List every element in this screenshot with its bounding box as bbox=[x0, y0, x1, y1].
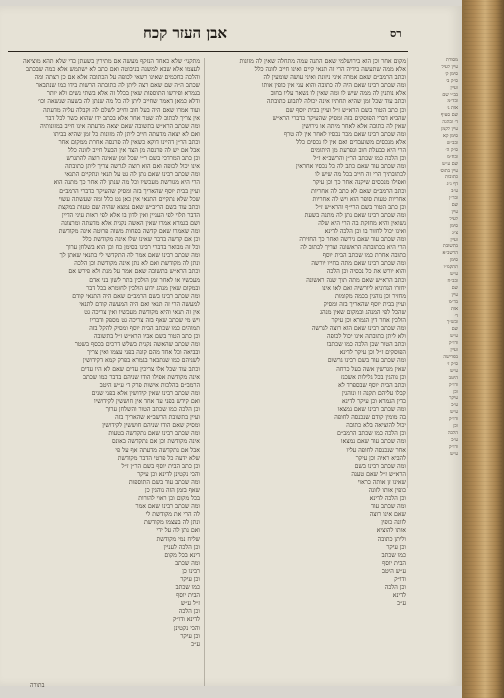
text-line: מתקני׳ שלא כאחד הנזקף מעשה אם מתירין בשעתן כדי שלא תהא מוציאה bbox=[23, 58, 200, 65]
text-line: למעשה הרי זה תנאי ואם היה המעשה קודם לתנאי bbox=[79, 300, 200, 308]
text-line: יחזרו הנדוניא ליורשיה ואם לאו אינו bbox=[322, 284, 406, 292]
text-line: הרי היא כבעלת חוב ונפרעת מן היתומים bbox=[310, 147, 406, 155]
margin-note-line: ועיין bbox=[450, 237, 458, 243]
margin-note-line: דף נ״ג bbox=[446, 182, 458, 188]
text-line: קבלו עליהם תקנה זו ונוהגין bbox=[341, 389, 406, 397]
text-line: ז״ל ע״ש bbox=[180, 600, 200, 608]
margin-note-line: הלכה bbox=[447, 430, 458, 436]
text-line: וכן אם קדשה בדבר שאינו שלו אינה מקודשת כלל bbox=[82, 236, 200, 244]
text-line: כתובה אחרת כמו שכתב הבית יוסף bbox=[322, 252, 406, 260]
margin-note-line: וכן bbox=[453, 389, 458, 395]
page-header bbox=[0, 24, 462, 50]
text-line: ומה שכתב רבינו שאם מתה בחייו יורשה bbox=[311, 260, 406, 268]
text-line: וליתן כתובה bbox=[377, 535, 406, 543]
book-page bbox=[0, 6, 462, 689]
text-line: אינה מקודשת וכן אם נתקדשה באונס bbox=[111, 438, 200, 446]
text-line: שכתב ה״ה שם שאם רצה ליתן לה כתובתה הרשות בידו כמו שנתבאר bbox=[36, 82, 200, 90]
margin-note-line: ע״ש bbox=[450, 451, 458, 457]
margin-note-line: ועיין bbox=[450, 348, 458, 354]
text-line: ויש מי שכתב שאף בזה צריכה גט מספק ודבריו bbox=[89, 317, 200, 324]
margin-note-line: ודו״ק bbox=[448, 341, 458, 347]
text-line: והכי נקטינן לדינא וכן עיקר bbox=[137, 470, 200, 478]
margin-note-line: הרשב״א bbox=[442, 251, 458, 257]
text-line: וכן נוהגין בכל גלילות אשכנז bbox=[340, 373, 406, 381]
text-line: אינה מקודשת אפילו הודו שניהם בדבר כמו שכתב bbox=[83, 373, 200, 381]
text-line: שאם אינו רוצה bbox=[369, 511, 406, 519]
text-line: וכן עיקר bbox=[180, 576, 200, 583]
margin-note-line: בתשובת bbox=[442, 244, 458, 250]
text-line: ומה שכתב רבינו שאם נתקדשה בטעות bbox=[108, 430, 200, 438]
margin-note-line: שם bbox=[451, 203, 458, 209]
text-line: וכתב הר״ן דהיינו דוקא כשאין לה פרנסה אחרת ממקום אחר bbox=[58, 138, 200, 146]
text-line: מעכשיו או לאחר זמן הולכין בתר לשון בני אדם bbox=[89, 276, 200, 284]
text-line: שכל שלא נתקיים התנאי אין כאן גט כלל ומה שעשתה עשוי bbox=[58, 195, 200, 203]
text-line: הרמב״ם בהלכות אישות פרק ד׳ ע״ש היטב bbox=[99, 381, 200, 389]
text-line: וכן כתב הטור בשם אביו הרא״ש ז״ל בתשובה bbox=[93, 333, 200, 341]
text-line: לכתובתיך הרי זה חייב בכל מה שיש לו bbox=[315, 171, 406, 179]
text-line: אבל אם יש לה פרנסה מן הצד אין הבעל חייב לזונה כלל bbox=[68, 147, 200, 155]
text-line: כדין הגמרא וכן עיקר לדינא bbox=[342, 397, 406, 405]
text-line: כמו שכתב bbox=[175, 584, 200, 592]
margin-note-line: ובב״ח bbox=[447, 279, 458, 284]
margin-note-line: צ״ג bbox=[452, 230, 458, 236]
text-line: שאינו זן אותה כראוי bbox=[357, 478, 406, 486]
column-divider bbox=[204, 58, 205, 686]
margin-note-line: ס״ק ב׳ bbox=[445, 78, 458, 84]
text-line: כופין אותו לזונה bbox=[368, 486, 406, 494]
margin-note-line: שם סעיף bbox=[440, 113, 458, 119]
text-line: הולכין אחר דין הגמרא וכן עיקר bbox=[331, 317, 406, 324]
text-line: הדבר תלוי לפי העניין ואין לדון בו אלא לפי ראות עיני הדיין bbox=[61, 211, 200, 219]
margin-note-line: שם ע״ש bbox=[442, 161, 458, 167]
text-line: ומה שכתב רבינו שאם נתן לה מתנה בשעת bbox=[304, 211, 406, 219]
text-line: וכן כתב הטור בשם הרא״ש ז״ל ועיין בבית יוסף שם bbox=[285, 106, 406, 114]
text-line: מחזיר וכן נוהגין בכמה מקומות bbox=[335, 292, 406, 300]
text-line: ומה שכתב רבינו שאם מכר נכסיו לאחר אין לה טרף bbox=[283, 130, 406, 138]
margin-note-line: ובש״ך bbox=[446, 320, 458, 326]
text-line: שלא ידעה כל פרטי הדבר מקודשת bbox=[117, 454, 200, 462]
margin-note-line: ד׳ ובהגה bbox=[442, 120, 458, 126]
text-line: ובמקום שאין מנהג ידוע הולכין לחומרא בכל דבר bbox=[86, 284, 200, 292]
margin-note-line: שם bbox=[451, 327, 458, 333]
text-line: ואם נתן לה על ידי bbox=[156, 527, 200, 535]
margin-notes-column bbox=[410, 58, 458, 478]
text-line: אבל אם נתקדשה מדעתה אף על פי bbox=[115, 446, 200, 454]
text-line: ומה שכתב רבינו בשם הרמב״ם שאם היה התנאי קודם bbox=[72, 292, 200, 300]
text-line: וכתב הרא״ש שאם מתה תוך שנה ראשונה bbox=[306, 276, 406, 284]
text-line: וכתב הרמב״ם שאם לא כתב לה אחריות bbox=[311, 187, 406, 195]
text-line: ומה שכתב רבינו שאם נתן לה גט על תנאי ונתקיים התנאי bbox=[64, 171, 200, 179]
text-line: וכן הלכה לדינא bbox=[369, 495, 406, 503]
text-line: שהביא דברי הפוסקים בזה ומסיק שהעיקר כדברי הרא״ש bbox=[272, 114, 406, 122]
text-line: ואם קידש בפני עד אחד אין חוששין לקידושיו bbox=[94, 397, 200, 405]
text-line: שאין לה כתובה אלא לאחר מיתה או גירושין bbox=[302, 122, 406, 130]
text-line: לשניהם כמו שנתבאר בגמרא בפרק קמא דקידושין bbox=[82, 357, 200, 365]
text-line: ושם בגמרא אמרו שאין האשה נקנית אלא מדעתה ומרצונה bbox=[61, 219, 200, 227]
text-line: אחריות טעות סופר הוא ויש לה אחריות bbox=[312, 195, 406, 203]
text-line: ועיין בתשובת הרשב״א שהאריך בזה bbox=[115, 414, 200, 422]
text-line: וכן כתב הטור בשם הרי״ף והרא״ש ז״ל bbox=[315, 203, 406, 211]
text-line: ומה שכתב bbox=[175, 559, 200, 567]
folio-number: רס bbox=[390, 27, 402, 40]
margin-note-line: אות bbox=[450, 306, 458, 312]
margin-note-line: ע״ש bbox=[450, 410, 458, 416]
text-line: אחר שנכנסה לחופה עליו bbox=[346, 446, 406, 454]
text-line: ע״כ bbox=[397, 600, 406, 608]
margin-note-line: ובר״ן bbox=[449, 196, 458, 202]
margin-note-line: אות ג׳ bbox=[446, 106, 458, 112]
text-line: והלכה כחכמים שאינו רשאי לכופה על הכתובה אלא אם כן רצתה ומה bbox=[34, 74, 200, 82]
text-line: והכי נקטינן bbox=[173, 624, 200, 632]
text-line: ומה שכתב רבינו שאם אמר לה התקדשי לי בתנאי שאתן לך bbox=[59, 252, 200, 260]
margin-note-line: עיין bbox=[451, 292, 458, 298]
margin-note-line: עיין לקמן bbox=[441, 127, 458, 133]
margin-note-line: עיין לעיל bbox=[441, 64, 458, 70]
margin-note-line: ובח״מ bbox=[446, 154, 458, 160]
text-line: הבית יוסף bbox=[382, 559, 406, 567]
text-line: להביא ראיה וכן עיקר bbox=[355, 454, 406, 462]
text-line: ועוד אמרו שאם היה בעל חוב וחייב לשלם לה וקבלה עליה מדעתה bbox=[43, 106, 200, 114]
margin-note-line: מסורת bbox=[445, 58, 458, 63]
text-line: וכן הלכה כמו שכתב הר״ן והרשב״א ז״ל bbox=[313, 155, 406, 163]
text-line: וכתב עוד שכל אלו צריכין עדים שאם לא היו עדים bbox=[81, 365, 200, 373]
text-line: וכן כתב המרדכי בשם ר״י שכל זמן שאינה רוצה להתגרש bbox=[66, 155, 200, 163]
margin-note-line: עיין bbox=[451, 209, 458, 215]
margin-note-line: ע״ב bbox=[451, 189, 458, 195]
text-line: מקום אחר וכן הוא בירושלמי שאם התנה עמה מתחלה שאין לה מזונות bbox=[239, 58, 406, 65]
text-line: ואם לא יצאה מדעתה חייב ליתן לה מזונות כל זמן שהיא בביתו bbox=[53, 130, 200, 138]
text-line: אלא מנכסים משועבדים ואם אין לו נכסים כלל bbox=[296, 138, 406, 146]
margin-note-line: כתובות bbox=[445, 175, 458, 181]
margin-note-line: ע״כ bbox=[451, 437, 458, 443]
text-line: וכן הלכה כמו שכתב הרמב״ם bbox=[337, 430, 406, 438]
text-line: שהכל לפי המנהג ובמקום שאין מנהג bbox=[320, 308, 406, 316]
margin-note-line: סימן קא bbox=[442, 133, 458, 139]
text-line: אלא נותנין לה ממה שיש לו ומה שאין לו נשאר עליו בחוב bbox=[270, 90, 406, 98]
text-line: ומסיק שאם הודו שניהם חוששין לקידושין bbox=[102, 422, 200, 430]
text-line: וכן הלכה כמו שכתב הטור והשלחן ערוך bbox=[105, 406, 200, 414]
text-line: וכן הלכה לעניין bbox=[163, 543, 200, 551]
text-line: ומה שכתב רבינו שאם אמר bbox=[135, 503, 200, 511]
text-line: ע״ש היטב bbox=[381, 567, 406, 575]
text-line: ע״כ bbox=[191, 640, 200, 648]
margin-note-line: תתקמ״ו bbox=[443, 265, 458, 271]
text-line: וכל זה מבואר בדברי רבינו בסימן כח וכן הוא בשלחן ערוך bbox=[65, 244, 200, 252]
text-line: אותו להוציא bbox=[376, 527, 406, 535]
text-line: ומה שאמרו שאם קדשה בפחות משוה פרוטה אינה מקודשת bbox=[58, 227, 200, 235]
text-line: הרא״ש ז״ל שאם טענה bbox=[351, 470, 406, 478]
text-line: ומה שכתב רבינו שאם היה לה כתובה והוא עני אין כופין אותו bbox=[261, 82, 406, 90]
text-line: וכן הלכה bbox=[178, 608, 200, 616]
text-line: אינו יכול לכופה ואם הוא רוצה לגרשה צריך ליתן כתובתה bbox=[65, 163, 200, 171]
text-line: ובביאה וכל אחד מהם קונה בפני עצמו ואין צריך bbox=[87, 349, 200, 357]
text-line: בכל מקום וכן ראוי להורות bbox=[138, 495, 200, 503]
text-line: שאין מגרשין אשה בעל כרחה bbox=[336, 365, 406, 373]
text-line: יכול להוציאה בלא כתובה bbox=[346, 422, 406, 430]
text-line: שאף בזמן הזה נוהגין כן bbox=[145, 486, 200, 494]
text-line: דינא בכל מקום bbox=[164, 551, 200, 559]
text-line: ומה שכתב עוד שאם גירשה ואחר כך החזירה bbox=[299, 236, 406, 244]
text-line: בגמרא ופירשו התוספות שאין בכלל זה אלא בשתי נשים ולא יותר bbox=[46, 90, 200, 98]
text-line: ומה שכתב רבינו שאין קידושין אלא בפני שנים bbox=[91, 389, 200, 397]
text-line: ולא ליתן כתובתה אינו יכול לכופה bbox=[327, 333, 406, 341]
text-line: ואינו יכול לחזור בו וכן הלכה לדינא bbox=[324, 227, 406, 235]
text-line: וכתב הטור שכן הלכה כמו שכתבו bbox=[326, 341, 406, 349]
text-line: הבית יוסף bbox=[176, 592, 200, 600]
text-line: ועיין בבית יוסף שהאריך בזה ומסיק bbox=[323, 300, 406, 308]
text-line: וכתב הרמב״ם שאם אמרה איני ניזונת ואיני עושה שומעין לה bbox=[263, 74, 406, 82]
margin-note-line: לעיל bbox=[449, 216, 458, 222]
margin-note-line: שם bbox=[451, 285, 458, 291]
text-line: ומה שכתב רבינו בשם bbox=[354, 462, 406, 470]
margin-note-line: ע״ש bbox=[450, 272, 458, 278]
margin-note-line: ע״ש bbox=[450, 368, 458, 374]
left-text-column bbox=[8, 58, 200, 688]
text-line: ודו״ק bbox=[394, 576, 406, 583]
text-line: וכתב עוד בשם הריב״ש שאם נמצא שהיה שם טעות במקצת bbox=[58, 203, 200, 211]
text-line: וכן הלכה bbox=[384, 584, 406, 592]
text-line: ומה שכתב רבינו שאם נמצאו bbox=[337, 406, 406, 414]
text-line: הרי היא בכתובתה הראשונה וצריך לכתוב לה bbox=[300, 244, 406, 252]
text-line: ומה שכתב עוד bbox=[371, 503, 406, 511]
text-line: ומה שכתב עוד בשם התוספות bbox=[128, 478, 200, 486]
text-line: לדינא bbox=[392, 592, 406, 600]
text-line: הרי היא מגורשת מעכשיו וכל מה שנתן לה אחר כך מתנה הוא bbox=[53, 179, 200, 187]
text-line: ודלא כמאן דאמר שחייב ליתן לה כל מה שנתן לה בשעה שנשאה וכו׳ bbox=[37, 98, 200, 106]
margin-note-line: ע״ש bbox=[450, 334, 458, 340]
text-line: ומה שכתב רבינו שאם הוא רוצה לגרשה bbox=[311, 325, 406, 333]
text-line: תמוהים כמו שכתב הבית יוסף ומסיק להקל בזה bbox=[89, 325, 200, 333]
text-line: ועיין בבית יוסף שהאריך בזה ומסיק שהעיקר כדברי הרמב״ם bbox=[59, 187, 200, 195]
margin-note-line: ובב״ש bbox=[446, 140, 458, 146]
header-rule bbox=[8, 51, 408, 52]
margin-note-line: היטב bbox=[448, 375, 458, 381]
text-line: אין זה תנאי והיא מקודשת מעכשיו ואין צריכה גט bbox=[84, 308, 200, 316]
text-line: שליח נמי מקודשת bbox=[156, 535, 200, 543]
text-line: וכן עיקר bbox=[180, 632, 200, 640]
text-line: ונתן לה בעצמו מקודשת bbox=[144, 519, 200, 527]
running-title: אבן העזר קכח bbox=[142, 24, 228, 42]
text-line: בה מומין קודם שנכנסה לחופה bbox=[334, 414, 406, 422]
margin-note-line: סימן ק׳ bbox=[444, 71, 458, 77]
text-line: ונתן לה מקודשת ואם לא נתן אינה מקודשת וכן הלכה bbox=[74, 260, 200, 268]
margin-note-line: עיקר bbox=[449, 396, 458, 402]
text-line: אלא ממה שתעשה בידיה הרי זה תנאי קיים ואינו חייב לזונה כלל bbox=[254, 66, 406, 74]
text-line: ומה שכתב עוד שאם נמצאו bbox=[340, 438, 406, 446]
margin-note-line: ס״ק ז׳ bbox=[446, 361, 458, 367]
margin-note-line: בפרישה bbox=[443, 354, 458, 360]
margin-note-line: סימן bbox=[449, 258, 458, 264]
text-line: נשואין והיא מחזקת בה הרי היא שלה bbox=[318, 219, 406, 227]
margin-note-line: ובד״מ bbox=[447, 99, 458, 105]
text-line: ומה שכתב עוד שאם כתב לה כל נכסיו אחראין bbox=[296, 163, 406, 171]
text-line: ומה שכתב עוד בשם רבינו גרשום bbox=[327, 357, 406, 365]
text-line: כמו שכתב bbox=[381, 551, 406, 559]
text-line: וכן עיקר bbox=[386, 543, 406, 551]
right-text-column bbox=[208, 58, 406, 688]
catchword: בתורה bbox=[30, 682, 45, 689]
margin-note-line: ודו״ק bbox=[448, 417, 458, 423]
margin-divider bbox=[407, 58, 408, 488]
page-stack-lines bbox=[464, 0, 502, 698]
margin-note-line: ודו״ק bbox=[448, 444, 458, 450]
text-line: אין צריך לכתוב לה שטר אחר אלא בכתב ידו שהוא כשר לכל דבר bbox=[45, 114, 200, 122]
text-line: וכתב עוד שכל זמן שהיא תחתיו אינה יכולה לתבוע כתובתה bbox=[266, 98, 406, 106]
margin-note-line: ודו״ק bbox=[448, 382, 458, 388]
text-line: וכתב הרא״ש בתשובה שאם אמר על מנת ולא פירש אם bbox=[68, 268, 200, 276]
margin-note-line: ע״כ bbox=[451, 403, 458, 409]
text-line: ומה שכתב שהאשה נקנית בשלש דרכים בכסף בשטר bbox=[74, 341, 200, 349]
margin-note-line: סימן bbox=[449, 223, 458, 229]
margin-note-line: ד׳ bbox=[454, 313, 458, 319]
text-line: לה הרי את מקודשת לי bbox=[145, 511, 200, 519]
margin-note-line: וכן bbox=[453, 424, 458, 430]
text-line: והוא יורש את כל נכסיה וכן הלכה bbox=[326, 268, 406, 276]
margin-note-line: בב״י שם bbox=[442, 92, 458, 98]
text-line: וכן כתב הבית יוסף בשם הר״ן ז״ל bbox=[121, 462, 200, 470]
margin-note-line: ועיין bbox=[450, 85, 458, 91]
margin-note-line: בד״מ bbox=[448, 299, 458, 305]
text-line: הפוסקים ז״ל וכן עיקר לדינא bbox=[339, 349, 406, 357]
text-line: ואפילו מנכסים שיקנה אחר כך וכן עיקר bbox=[312, 179, 406, 187]
text-line: רבינו כן bbox=[182, 567, 200, 575]
text-line: לעצמו אלא שבא למשנה בניבוטה ואם כתב לא ישתמש אלא כמה שבכתב bbox=[26, 66, 200, 74]
text-line: ומה שכתב הרא״ש בתשובה שאם יצאה מדעתה אינו חייב במזונותיה bbox=[40, 122, 200, 130]
text-line: וכתב הבית יוסף שבספרד לא bbox=[338, 381, 406, 389]
text-line: לזונה כופין bbox=[381, 519, 406, 527]
margin-note-line: ס״ק ה׳ bbox=[445, 147, 458, 153]
text-line: לדינא ודו״ק bbox=[173, 616, 200, 624]
margin-note-line: עיין בתוס׳ bbox=[439, 168, 458, 174]
